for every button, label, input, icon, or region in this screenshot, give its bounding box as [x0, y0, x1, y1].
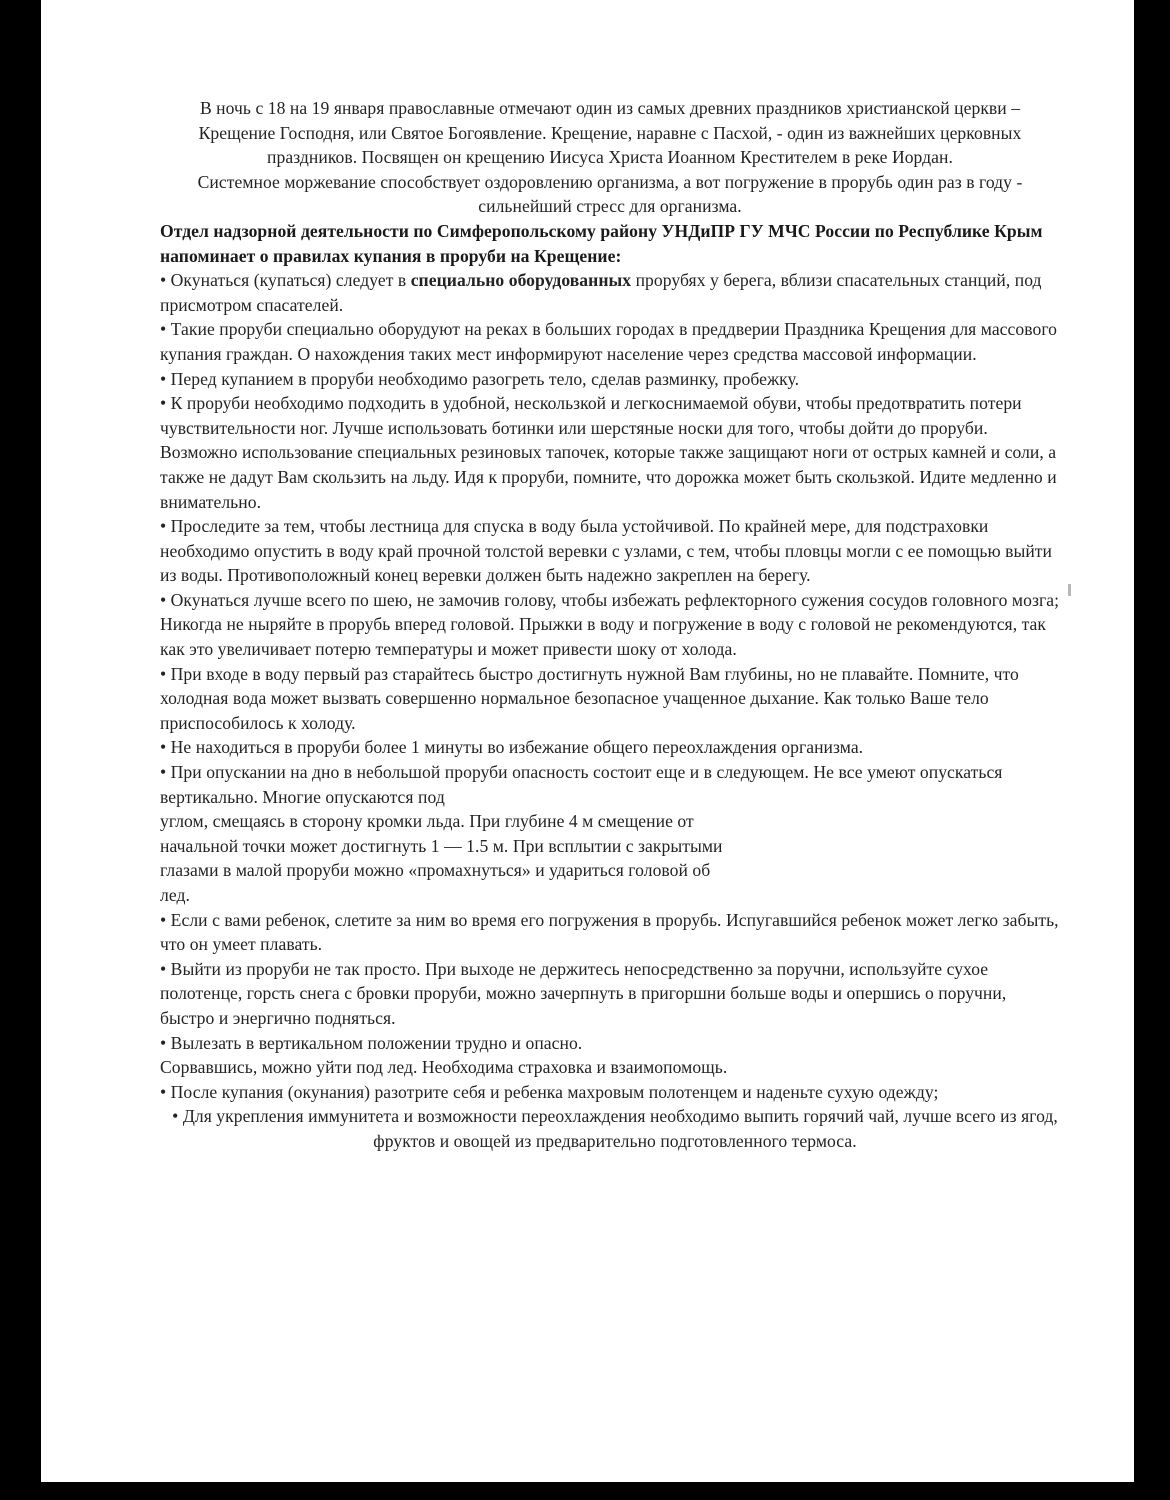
rule-item-9-line-1: При опускании на дно в небольшой проруби опасность состоит еще и в следующем. Не все умеют опускаться вертикально. Многие опускаются под: [160, 762, 1003, 807]
bullet-marker: •: [160, 516, 167, 537]
scanned-page: [41, 0, 1134, 1482]
bullet-marker: •: [160, 368, 167, 389]
rule-item-6: [160, 588, 1060, 662]
rule-item-5: [160, 514, 1060, 588]
bullet-marker: •: [160, 958, 167, 979]
rule-item-3: [160, 367, 1060, 392]
rule-item-12-line-1: Вылезать в вертикальном положении трудно и опасно.: [170, 1032, 583, 1053]
rule-item-9-line-5: лед.: [160, 885, 190, 905]
rule-item-2-text: Такие проруби специально оборудуют на реках в больших городах в преддверии Праздника Крещения для массового купания граждан. О нахождения таких мест информируют население через средства массовой информации.: [160, 319, 1058, 364]
bullet-marker: •: [160, 270, 167, 291]
rule-item-9-line-3: начальной точки может достигнуть 1 — 1.5 м. При всплытии с закрытыми: [160, 835, 723, 856]
bullet-marker: •: [160, 1081, 167, 1102]
rule-item-4: [160, 391, 1060, 514]
notice-heading: Отдел надзорной деятельности по Симферопольскому району УНДиПР ГУ МЧС России по Республике Крым напоминает о правилах купания в проруби на Крещение:: [160, 220, 1043, 266]
rule-item-11-text: Выйти из проруби не так просто. При выходе не держитесь непосредственно за поручни, используйте сухое полотенце, горсть снега с бровки проруби, можно зачерпнуть в пригоршни больше воды и опершись о поручни, быстро и энергично подняться.: [160, 958, 1007, 1028]
intro-paragraph-2: Системное моржевание способствует оздоровлению организма, а вот погружение в прорубь один раз в году - сильнейший стресс для организма.: [197, 171, 1023, 217]
bullet-marker: •: [160, 393, 167, 414]
rule-item-12: [160, 1031, 1060, 1080]
rule-item-1: [160, 268, 1060, 317]
rule-item-9-line-4: глазами в малой проруби можно «промахнуться» и удариться головой об: [160, 860, 711, 881]
bullet-marker: •: [160, 1032, 167, 1053]
scan-mark: [1068, 584, 1071, 596]
rule-item-10: [160, 908, 1060, 957]
rule-item-8-text: Не находиться в проруби более 1 минуты во избежание общего переохлаждения организма.: [170, 737, 864, 758]
bullet-marker: •: [160, 909, 167, 930]
bullet-marker: •: [160, 737, 167, 758]
rule-item-4-text: К проруби необходимо подходить в удобной, нескользкой и легкоснимаемой обуви, чтобы предотвратить потери чувствительности ног. Лучше использовать ботинки или шерстяные носки для того, чтобы дойти до проруби. Возможно использование специальных резиновых тапочек, которые также защищают ноги от острых камней и соли, а также не дадут Вам скользить на льду. Идя к проруби, помните, что дорожка может быть скользкой. Идите медленно и внимательно.: [160, 393, 1057, 512]
rule-item-13-text: После купания (окунания) разотрите себя и ребенка махровым полотенцем и наденьте сухую одежду;: [170, 1081, 939, 1102]
rule-item-2: [160, 317, 1060, 366]
rule-item-6-text: Окунаться лучше всего по шею, не замочив голову, чтобы избежать рефлекторного сужения сосудов головного мозга; Никогда не ныряйте в прорубь вперед головой. Прыжки в воду и погружение в воду с головой не рекомендуются, так как это увеличивает потерю температуры и может привести шоку от холода.: [160, 589, 1060, 660]
rule-item-5-text: Проследите за тем, чтобы лестница для спуска в воду была устойчивой. По крайней мере, для подстраховки необходимо опустить в воду край прочной толстой веревки с узлами, с тем, чтобы пловцы могли с ее помощью выйти из воды. Противоположный конец веревки должен быть надежно закреплен на берегу.: [160, 516, 1053, 586]
document-body: [160, 96, 1060, 1154]
rule-item-1-end: прорубях у берега, вблизи спасательных станций, под присмотром спасателей.: [160, 270, 1042, 315]
rule-item-10-text: Если с вами ребенок, слетите за ним во время его погружения в прорубь. Испугавшийся ребенок может легко забыть, что он умеет плавать.: [160, 909, 1059, 955]
rule-item-9: [160, 760, 1060, 908]
intro-paragraph: В ночь с 18 на 19 января православные отмечают один из самых древних праздников христианской церкви – Крещение Господня, или Святое Богоявление. Крещение, наравне с Пасхой, - один из важнейших церковных праздников. Посвящен он крещению Иисуса Христа Иоанном Крестителем в реке Иордан.: [198, 98, 1022, 168]
rule-item-14: [160, 1104, 1060, 1153]
bullet-marker: •: [172, 1106, 179, 1127]
bullet-marker: •: [160, 589, 167, 610]
rule-item-14-text: Для укрепления иммунитета и возможности переохлаждения необходимо выпить горячий чай, лучше всего из ягод, фруктов и овощей из предварительно подготовленного термоса.: [182, 1106, 1058, 1151]
bullet-marker: •: [160, 762, 167, 783]
bullet-marker: •: [160, 319, 167, 340]
rule-item-13: [160, 1080, 1060, 1105]
rule-item-12-line-2: Сорвавшись, можно уйти под лед. Необходима страховка и взаимопомощь.: [160, 1057, 728, 1078]
rule-item-7-text: При входе в воду первый раз старайтесь быстро достигнуть нужной Вам глубины, но не плавайте. Помните, что холодная вода может вызвать совершенно нормальное безопасное учащенное дыхание. Как только Ваше тело приспособилось к холоду.: [160, 663, 1019, 733]
rule-item-7: [160, 662, 1060, 736]
rule-item-3-text: Перед купанием в проруби необходимо разогреть тело, сделав разминку, пробежку.: [170, 368, 800, 389]
rule-item-11: [160, 957, 1060, 1031]
bullet-marker: •: [160, 663, 167, 684]
rule-item-1-start: Окунаться (купаться) следует в: [170, 270, 407, 291]
rule-item-1-emphasis: специально оборудованных: [410, 270, 632, 291]
rule-item-8: [160, 735, 1060, 760]
rule-item-9-line-2: углом, смещаясь в сторону кромки льда. При глубине 4 м смещение от: [160, 811, 694, 832]
